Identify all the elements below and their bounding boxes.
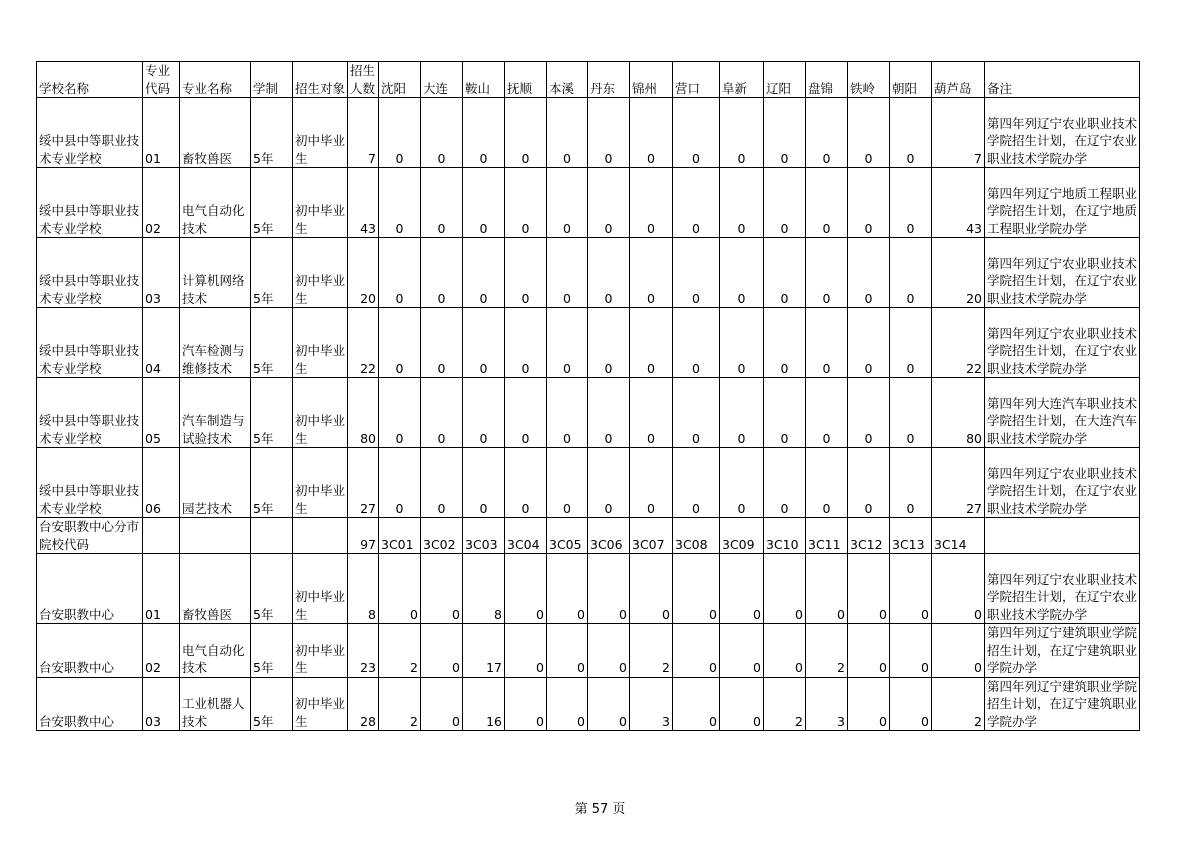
empty-cell: [143, 518, 180, 554]
city-count-cell: 0: [848, 168, 890, 238]
city-count-cell: 0: [890, 554, 932, 624]
total-cell: 80: [348, 378, 379, 448]
city-count-cell: 0: [463, 378, 505, 448]
total-cell: 20: [348, 238, 379, 308]
table-row: [37, 677, 1140, 731]
table-row: [37, 378, 1140, 448]
target-cell: 初中毕业生: [293, 238, 348, 308]
city-count-cell: 0: [764, 448, 806, 518]
city-count-cell: 0: [547, 624, 588, 678]
city-count-cell: 0: [720, 448, 764, 518]
header-cell: 盘锦: [806, 62, 848, 98]
city-code-cell: 3C13: [890, 518, 932, 554]
note-cell: 第四年列辽宁农业职业技术学院招生计划，在辽宁农业职业技术学院办学: [985, 238, 1140, 308]
city-count-cell: 0: [764, 378, 806, 448]
city-count-cell: 0: [630, 168, 673, 238]
city-count-cell: 0: [848, 448, 890, 518]
city-count-cell: 2: [806, 624, 848, 678]
city-count-cell: 0: [848, 624, 890, 678]
city-count-cell: 16: [463, 677, 505, 731]
total-cell: 97: [348, 518, 379, 554]
city-count-cell: 22: [932, 308, 985, 378]
note-cell: 第四年列辽宁地质工程职业学院招生计划，在辽宁地质工程职业学院办学: [985, 168, 1140, 238]
note-cell: 第四年列大连汽车职业技术学院招生计划，在大连汽车职业技术学院办学: [985, 378, 1140, 448]
city-count-cell: 0: [463, 238, 505, 308]
city-code-cell: 3C08: [673, 518, 720, 554]
city-count-cell: 0: [673, 554, 720, 624]
duration-cell: 5年: [251, 308, 293, 378]
city-count-cell: 0: [890, 448, 932, 518]
duration-cell: 5年: [251, 238, 293, 308]
city-count-cell: 0: [720, 168, 764, 238]
city-count-cell: 0: [421, 554, 463, 624]
city-count-cell: 0: [764, 624, 806, 678]
city-code-cell: 3C10: [764, 518, 806, 554]
city-code-cell: 3C07: [630, 518, 673, 554]
city-count-cell: 0: [463, 168, 505, 238]
header-cell: 铁岭: [848, 62, 890, 98]
city-count-cell: 0: [463, 448, 505, 518]
city-count-cell: 17: [463, 624, 505, 678]
city-count-cell: 0: [673, 308, 720, 378]
city-count-cell: 0: [673, 378, 720, 448]
school-name-cell: 台安职教中心: [37, 677, 143, 731]
city-count-cell: 0: [421, 677, 463, 731]
city-count-cell: 0: [806, 378, 848, 448]
duration-cell: 5年: [251, 168, 293, 238]
header-cell: 抚顺: [505, 62, 547, 98]
header-cell: 沈阳: [379, 62, 421, 98]
duration-cell: 5年: [251, 677, 293, 731]
city-count-cell: 0: [463, 98, 505, 168]
city-count-cell: 2: [630, 624, 673, 678]
note-cell: 第四年列辽宁农业职业技术学院招生计划，在辽宁农业职业技术学院办学: [985, 554, 1140, 624]
city-count-cell: 0: [505, 168, 547, 238]
city-count-cell: 0: [463, 308, 505, 378]
city-code-cell: 3C06: [588, 518, 630, 554]
city-count-cell: 0: [720, 677, 764, 731]
city-count-cell: 0: [806, 238, 848, 308]
city-count-cell: 43: [932, 168, 985, 238]
city-count-cell: 0: [547, 98, 588, 168]
target-cell: 初中毕业生: [293, 554, 348, 624]
city-count-cell: 0: [890, 677, 932, 731]
city-code-cell: 3C14: [932, 518, 985, 554]
city-count-cell: 0: [547, 677, 588, 731]
city-count-cell: 0: [588, 308, 630, 378]
city-count-cell: 0: [890, 378, 932, 448]
city-code-cell: 3C05: [547, 518, 588, 554]
city-count-cell: 0: [421, 238, 463, 308]
city-count-cell: 0: [588, 238, 630, 308]
city-count-cell: 0: [505, 98, 547, 168]
city-count-cell: 0: [379, 448, 421, 518]
city-count-cell: 0: [806, 448, 848, 518]
total-cell: 8: [348, 554, 379, 624]
target-cell: 初中毕业生: [293, 448, 348, 518]
header-cell: 备注: [985, 62, 1140, 98]
city-code-cell: 3C12: [848, 518, 890, 554]
city-count-cell: 2: [932, 677, 985, 731]
city-count-cell: 0: [505, 624, 547, 678]
city-count-cell: 0: [673, 624, 720, 678]
city-count-cell: 0: [379, 98, 421, 168]
header-cell: 丹东: [588, 62, 630, 98]
city-count-cell: 0: [630, 238, 673, 308]
city-count-cell: 0: [505, 448, 547, 518]
total-cell: 43: [348, 168, 379, 238]
city-count-cell: 0: [890, 308, 932, 378]
city-count-cell: 0: [806, 308, 848, 378]
header-cell: 锦州: [630, 62, 673, 98]
city-count-cell: 0: [764, 168, 806, 238]
city-count-cell: 0: [505, 308, 547, 378]
target-cell: 初中毕业生: [293, 624, 348, 678]
city-count-cell: 0: [890, 238, 932, 308]
city-count-cell: 0: [720, 378, 764, 448]
target-cell: 初中毕业生: [293, 168, 348, 238]
major-name-cell: 电气自动化技术: [180, 168, 251, 238]
total-cell: 22: [348, 308, 379, 378]
city-count-cell: 0: [890, 168, 932, 238]
city-count-cell: 0: [588, 168, 630, 238]
school-name-cell: 绥中县中等职业技术专业学校: [37, 168, 143, 238]
major-code-cell: 04: [143, 308, 180, 378]
header-cell: 大连: [421, 62, 463, 98]
table-row: [37, 98, 1140, 168]
table-row: [37, 448, 1140, 518]
city-count-cell: 2: [764, 677, 806, 731]
major-name-cell: 汽车制造与试验技术: [180, 378, 251, 448]
header-cell: 学制: [251, 62, 293, 98]
city-count-cell: 0: [630, 554, 673, 624]
code-row-label: 台安职教中心分市院校代码: [37, 518, 143, 554]
city-count-cell: 0: [890, 624, 932, 678]
city-code-cell: 3C04: [505, 518, 547, 554]
major-name-cell: 工业机器人技术: [180, 677, 251, 731]
enrollment-table: [36, 61, 1140, 731]
city-count-cell: 0: [421, 624, 463, 678]
city-count-cell: 0: [547, 308, 588, 378]
city-count-cell: 0: [764, 308, 806, 378]
city-count-cell: 0: [379, 554, 421, 624]
header-cell: 葫芦岛: [932, 62, 985, 98]
empty-cell: [293, 518, 348, 554]
city-count-cell: 0: [630, 378, 673, 448]
city-code-cell: 3C01: [379, 518, 421, 554]
city-count-cell: 0: [673, 238, 720, 308]
city-count-cell: 0: [720, 308, 764, 378]
city-count-cell: 0: [379, 378, 421, 448]
city-count-cell: 0: [588, 98, 630, 168]
major-code-cell: 05: [143, 378, 180, 448]
major-name-cell: 汽车检测与维修技术: [180, 308, 251, 378]
city-count-cell: 0: [673, 677, 720, 731]
school-name-cell: 绥中县中等职业技术专业学校: [37, 378, 143, 448]
note-cell: 第四年列辽宁建筑职业学院招生计划，在辽宁建筑职业学院办学: [985, 677, 1140, 731]
city-count-cell: 0: [673, 448, 720, 518]
city-code-cell: 3C02: [421, 518, 463, 554]
city-count-cell: 0: [720, 238, 764, 308]
city-count-cell: 0: [932, 624, 985, 678]
city-count-cell: 0: [547, 554, 588, 624]
school-name-cell: 绥中县中等职业技术专业学校: [37, 238, 143, 308]
city-count-cell: 2: [379, 677, 421, 731]
city-count-cell: 0: [588, 448, 630, 518]
target-cell: 初中毕业生: [293, 378, 348, 448]
duration-cell: 5年: [251, 624, 293, 678]
city-count-cell: 0: [932, 554, 985, 624]
city-count-cell: 0: [421, 308, 463, 378]
school-name-cell: 绥中县中等职业技术专业学校: [37, 448, 143, 518]
header-cell: 营口: [673, 62, 720, 98]
city-count-cell: 0: [588, 554, 630, 624]
school-name-cell: 台安职教中心: [37, 624, 143, 678]
city-count-cell: 0: [505, 238, 547, 308]
target-cell: 初中毕业生: [293, 677, 348, 731]
major-name-cell: 电气自动化技术: [180, 624, 251, 678]
city-count-cell: 0: [505, 677, 547, 731]
city-count-cell: 0: [720, 554, 764, 624]
city-count-cell: 0: [421, 448, 463, 518]
school-name-cell: 绥中县中等职业技术专业学校: [37, 308, 143, 378]
city-count-cell: 0: [848, 98, 890, 168]
empty-cell: [180, 518, 251, 554]
header-cell: 本溪: [547, 62, 588, 98]
duration-cell: 5年: [251, 378, 293, 448]
table-row: [37, 554, 1140, 624]
school-name-cell: 绥中县中等职业技术专业学校: [37, 98, 143, 168]
table-body: [37, 62, 1140, 731]
city-count-cell: 0: [890, 98, 932, 168]
city-count-cell: 20: [932, 238, 985, 308]
city-count-cell: 0: [421, 98, 463, 168]
city-code-cell: 3C09: [720, 518, 764, 554]
city-count-cell: 0: [848, 308, 890, 378]
code-row: [37, 518, 1140, 554]
city-count-cell: 0: [848, 378, 890, 448]
note-cell: 第四年列辽宁农业职业技术学院招生计划，在辽宁农业职业技术学院办学: [985, 448, 1140, 518]
duration-cell: 5年: [251, 98, 293, 168]
empty-cell: [251, 518, 293, 554]
city-count-cell: 0: [505, 554, 547, 624]
city-count-cell: 0: [630, 98, 673, 168]
total-cell: 7: [348, 98, 379, 168]
city-count-cell: 0: [630, 448, 673, 518]
city-count-cell: 0: [421, 378, 463, 448]
empty-cell: [985, 518, 1140, 554]
city-count-cell: 0: [379, 308, 421, 378]
city-count-cell: 2: [379, 624, 421, 678]
duration-cell: 5年: [251, 448, 293, 518]
city-code-cell: 3C03: [463, 518, 505, 554]
table-row: [37, 624, 1140, 678]
city-count-cell: 0: [588, 677, 630, 731]
city-count-cell: 0: [630, 308, 673, 378]
header-cell: 招生人数: [348, 62, 379, 98]
city-count-cell: 80: [932, 378, 985, 448]
city-count-cell: 0: [588, 624, 630, 678]
header-row: [37, 62, 1140, 98]
table-row: [37, 168, 1140, 238]
total-cell: 27: [348, 448, 379, 518]
city-count-cell: 0: [588, 378, 630, 448]
city-count-cell: 0: [673, 168, 720, 238]
city-count-cell: 0: [848, 554, 890, 624]
city-count-cell: 0: [848, 238, 890, 308]
table-row: [37, 308, 1140, 378]
header-cell: 学校名称: [37, 62, 143, 98]
city-count-cell: 7: [932, 98, 985, 168]
major-name-cell: 园艺技术: [180, 448, 251, 518]
city-count-cell: 8: [463, 554, 505, 624]
header-cell: 朝阳: [890, 62, 932, 98]
major-code-cell: 06: [143, 448, 180, 518]
header-cell: 招生对象: [293, 62, 348, 98]
city-count-cell: 0: [547, 448, 588, 518]
city-count-cell: 0: [421, 168, 463, 238]
city-count-cell: 0: [764, 554, 806, 624]
major-code-cell: 03: [143, 677, 180, 731]
city-count-cell: 3: [806, 677, 848, 731]
duration-cell: 5年: [251, 554, 293, 624]
city-count-cell: 0: [379, 238, 421, 308]
major-code-cell: 01: [143, 554, 180, 624]
city-count-cell: 0: [547, 238, 588, 308]
city-count-cell: 3: [630, 677, 673, 731]
city-count-cell: 0: [673, 98, 720, 168]
note-cell: 第四年列辽宁农业职业技术学院招生计划，在辽宁农业职业技术学院办学: [985, 308, 1140, 378]
city-count-cell: 0: [806, 98, 848, 168]
major-code-cell: 02: [143, 168, 180, 238]
note-cell: 第四年列辽宁建筑职业学院招生计划，在辽宁建筑职业学院办学: [985, 624, 1140, 678]
table-row: [37, 238, 1140, 308]
city-code-cell: 3C11: [806, 518, 848, 554]
major-code-cell: 01: [143, 98, 180, 168]
city-count-cell: 0: [806, 168, 848, 238]
note-cell: 第四年列辽宁农业职业技术学院招生计划，在辽宁农业职业技术学院办学: [985, 98, 1140, 168]
city-count-cell: 0: [764, 238, 806, 308]
major-name-cell: 计算机网络技术: [180, 238, 251, 308]
header-cell: 专业代码: [143, 62, 180, 98]
target-cell: 初中毕业生: [293, 308, 348, 378]
city-count-cell: 0: [505, 378, 547, 448]
city-count-cell: 0: [547, 168, 588, 238]
city-count-cell: 0: [547, 378, 588, 448]
major-name-cell: 畜牧兽医: [180, 554, 251, 624]
header-cell: 鞍山: [463, 62, 505, 98]
header-cell: 阜新: [720, 62, 764, 98]
header-cell: 专业名称: [180, 62, 251, 98]
city-count-cell: 0: [806, 554, 848, 624]
city-count-cell: 0: [848, 677, 890, 731]
city-count-cell: 0: [720, 624, 764, 678]
city-count-cell: 27: [932, 448, 985, 518]
major-code-cell: 03: [143, 238, 180, 308]
page-number: 第 57 页: [574, 802, 626, 817]
header-cell: 辽阳: [764, 62, 806, 98]
city-count-cell: 0: [764, 98, 806, 168]
major-code-cell: 02: [143, 624, 180, 678]
city-count-cell: 0: [720, 98, 764, 168]
major-name-cell: 畜牧兽医: [180, 98, 251, 168]
city-count-cell: 0: [379, 168, 421, 238]
total-cell: 28: [348, 677, 379, 731]
total-cell: 23: [348, 624, 379, 678]
school-name-cell: 台安职教中心: [37, 554, 143, 624]
target-cell: 初中毕业生: [293, 98, 348, 168]
